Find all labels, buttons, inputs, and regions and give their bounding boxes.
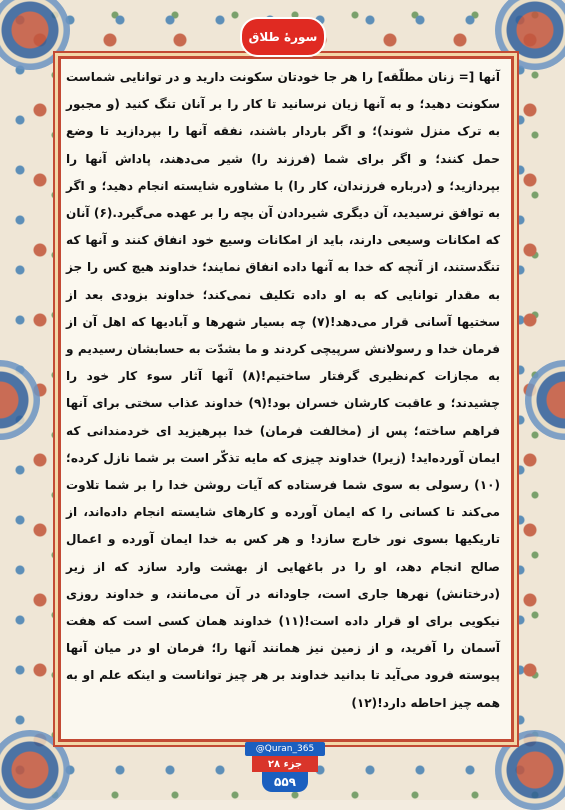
- channel-handle: @Quran_365: [245, 742, 325, 756]
- side-ornament-left: [0, 360, 40, 440]
- corner-ornament-bottom-right: [495, 730, 565, 810]
- page-number: ۵۵۹: [262, 772, 308, 792]
- corner-ornament-bottom-left: [0, 730, 70, 810]
- juz-label: جزء ۲۸: [252, 756, 318, 772]
- translation-text: آنها [= زنان مطلّقه] را هر جا خودتان سکونت دارید و در توانایی شماست سکونت دهید؛ و به آنها زیان نرسانید تا کار را بر آنان تنگ کنید (و مجبور به ترک منزل شوند)؛ و اگر باردار باشند، نفقه آنها را بپردازید تا وضع حمل کنند؛ و اگر برای شما (فرزند را) شیر می‌دهند، پاداش آنها را بپردازید؛ و (درباره فرزندان، کار را) با مشاوره شایسته انجام دهید؛ و اگر به توافق نرسیدید، آن دیگری شیردادن آن بچه را بر عهده می‌گیرد.(۶) آنان که امکانات وسیعی دارند، باید از امکانات وسیع خود انفاق کنند و آنها که تنگدستند، از آنچه که خدا به آنها داده انفاق نمایند؛ خداوند هیچ کس را جز به مقدار توانایی که به او داده تکلیف نمی‌کند؛ خداوند بزودی بعد از سختیها آسانی قرار می‌دهد!(۷) چه بسیار شهرها و آبادیها که اهل آن از فرمان خدا و رسولانش سرپیچی کردند و ما بشدّت به حسابشان رسیدیم و به مجازات کم‌نظیری گرفتار ساختیم!(۸) آنها آثار سوء کار خود را چشیدند؛ و عاقبت کارشان خسران بود!(۹) خداوند عذاب سختی برای آنها فراهم ساخته؛ پس از (مخالفت فرمان) خدا بپرهیزید ای خردمندانی که ایمان آورده‌اید! (زیرا) خداوند چیزی که مایه تذکّر است بر شما نازل کرده؛(۱۰) رسولی به سوی شما فرستاده که آیات روشن خدا را بر شما تلاوت می‌کند تا کسانی را که ایمان آورده و کارهای شایسته انجام داده‌اند، از تاریکیها بسوی نور خارج سازد! و هر کس به خدا ایمان آورده و اعمال صالح انجام دهد، او را در باغهایی از بهشت وارد سازد که از زیر (درختانش) نهرها جاری است، جاودانه در آن می‌مانند، و خداوند روزی نیکویی برای او قرار داده است!(۱۱) خداوند همان کسی است که هفت آسمان را آفرید، و از زمین نیز همانند آنها را؛ فرمان او در میان آنها پیوسته فرود می‌آید تا بدانید خداوند بر هر چیز تواناست و اینکه علم او به همه چیز احاطه دارد!(۱۲): [66, 70, 501, 710]
- side-ornament-right: [525, 360, 565, 440]
- surah-title: سورۀ طلاق: [240, 17, 326, 57]
